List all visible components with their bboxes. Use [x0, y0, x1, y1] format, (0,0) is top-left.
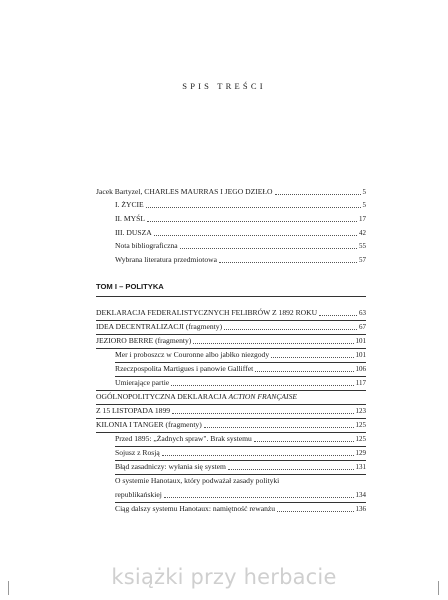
dot-leader	[219, 262, 357, 263]
section-rule	[96, 296, 366, 297]
toc-entry[interactable]	[115, 364, 366, 374]
toc-entry-title: Mer i proboszcz w Couronne albo jabłko niezgody	[115, 350, 270, 359]
toc-entry-page: 5	[362, 188, 366, 196]
toc-entry-title: I. ŻYCIE	[115, 200, 144, 209]
toc-entry[interactable]	[115, 350, 366, 360]
entry-rule	[115, 362, 366, 363]
dot-leader	[147, 221, 357, 222]
dot-leader	[162, 455, 354, 456]
toc-entry-title: III. DUSZA	[115, 228, 152, 237]
toc-entry[interactable]	[96, 392, 366, 402]
entry-rule	[96, 348, 366, 349]
page-title: SPIS TREŚCI	[182, 81, 266, 91]
toc-entry-title: Z 15 LISTOPADA 1899	[96, 406, 171, 415]
toc-entry[interactable]	[115, 228, 366, 238]
dot-leader	[204, 427, 354, 428]
toc-entry-page: 134	[355, 491, 366, 499]
toc-entry-title: Przed 1895: „Żadnych spraw". Brak systemu	[115, 434, 252, 443]
entry-rule	[115, 446, 366, 447]
entry-rule	[115, 376, 366, 377]
dot-leader	[228, 469, 354, 470]
toc-entry[interactable]	[115, 490, 366, 500]
dot-leader	[255, 371, 353, 372]
entry-rule	[96, 432, 366, 433]
toc-entry[interactable]	[96, 406, 366, 416]
toc-entry[interactable]	[115, 200, 366, 210]
toc-entry-title	[96, 392, 297, 402]
toc-entry-title: Błąd zasadniczy: wyłania się system	[115, 462, 226, 471]
dot-leader	[193, 343, 353, 344]
toc-entry[interactable]	[115, 241, 366, 251]
toc-entry-page: 63	[359, 309, 366, 317]
toc-entry[interactable]	[115, 214, 366, 224]
toc-entry-title: republikańskiej	[115, 490, 162, 499]
toc-entry[interactable]	[115, 434, 366, 444]
toc-entry-title: Sojusz z Rosją	[115, 448, 160, 457]
dot-leader	[171, 385, 354, 386]
toc-entry[interactable]	[115, 448, 366, 458]
entry-rule	[115, 474, 366, 475]
toc-entry-title: DEKLARACJA FEDERALISTYCZNYCH FELIBRÓW Z 1892 ROKU	[96, 308, 318, 317]
entry-rule	[96, 320, 366, 321]
toc-entry[interactable]	[96, 420, 366, 430]
toc-entry-page: 117	[355, 379, 366, 387]
toc-entry-page: 17	[359, 215, 366, 223]
toc-entry-page: 57	[359, 256, 366, 264]
toc-entry[interactable]	[115, 504, 366, 514]
entry-rule	[96, 404, 366, 405]
toc-entry-page: 101	[355, 351, 366, 359]
dot-leader	[180, 248, 357, 249]
toc-entry[interactable]	[115, 255, 366, 265]
toc-entry-title: Rzeczpospolita Martigues i panowie Galliffet	[115, 364, 254, 373]
toc-entry-page: 106	[355, 365, 366, 373]
toc-entry-title-italic: ACTION FRANÇAISE	[228, 392, 298, 401]
toc-entry-page: 125	[355, 435, 366, 443]
dot-leader	[164, 497, 354, 498]
toc-entry[interactable]	[115, 476, 366, 486]
toc-entry-page: 5	[362, 201, 366, 209]
toc-entry-page: 123	[355, 407, 366, 415]
toc-entry-title: Ciąg dalszy systemu Hanotaux: namiętność rewanżu	[115, 504, 276, 513]
toc-entry[interactable]	[115, 462, 366, 472]
toc-entry-page: 42	[359, 229, 366, 237]
toc-entry-title: Wybrana literatura przedmiotowa	[115, 255, 218, 264]
toc-entry-title: O systemie Hanotaux, który podważał zasady polityki	[115, 476, 280, 485]
entry-rule	[115, 502, 366, 503]
dot-leader	[271, 357, 353, 358]
watermark: książki przy herbacie	[111, 565, 337, 589]
toc-entry-title-prefix: OGÓLNOPOLITYCZNA DEKLARACJA	[96, 392, 229, 401]
dot-leader	[172, 413, 353, 414]
entry-rule	[96, 334, 366, 335]
toc-entry-title: Umierające partie	[115, 378, 170, 387]
toc-entry[interactable]	[115, 378, 366, 388]
toc-entry-page: 101	[355, 337, 366, 345]
toc-entry-page: 67	[359, 323, 366, 331]
dot-leader	[319, 315, 357, 316]
toc-entry-page: 125	[355, 421, 366, 429]
dot-leader	[277, 511, 353, 512]
toc-entry-title: Jacek Bartyzel, CHARLES MAURRAS I JEGO DZIEŁO	[96, 187, 273, 196]
section-heading: TOM I – POLITYKA	[96, 282, 164, 291]
toc-entry-page: 55	[359, 242, 366, 250]
entry-rule	[96, 418, 366, 419]
toc-entry[interactable]	[96, 336, 366, 346]
dot-leader	[146, 207, 361, 208]
toc-entry[interactable]	[96, 322, 366, 332]
dot-leader	[275, 194, 361, 195]
dot-leader	[154, 235, 357, 236]
toc-entry-title: Nota bibliograficzna	[115, 241, 178, 250]
toc-entry-title: II. MYŚL	[115, 214, 145, 223]
toc-entry-page: 131	[355, 463, 366, 471]
entry-rule	[96, 390, 366, 391]
entry-rule	[115, 460, 366, 461]
toc-entry-page: 136	[355, 505, 366, 513]
dot-leader	[224, 329, 357, 330]
toc-entry-title: IDEA DECENTRALIZACJI (fragmenty)	[96, 322, 223, 331]
toc-entry-page: 129	[355, 449, 366, 457]
toc-entry[interactable]	[96, 187, 366, 197]
toc-entry-title: JEZIORO BERRE (fragmenty)	[96, 336, 192, 345]
toc-entry[interactable]	[96, 308, 366, 318]
dot-leader	[254, 441, 354, 442]
toc-entry-title: KILONIA I TANGER (fragmenty)	[96, 420, 202, 429]
